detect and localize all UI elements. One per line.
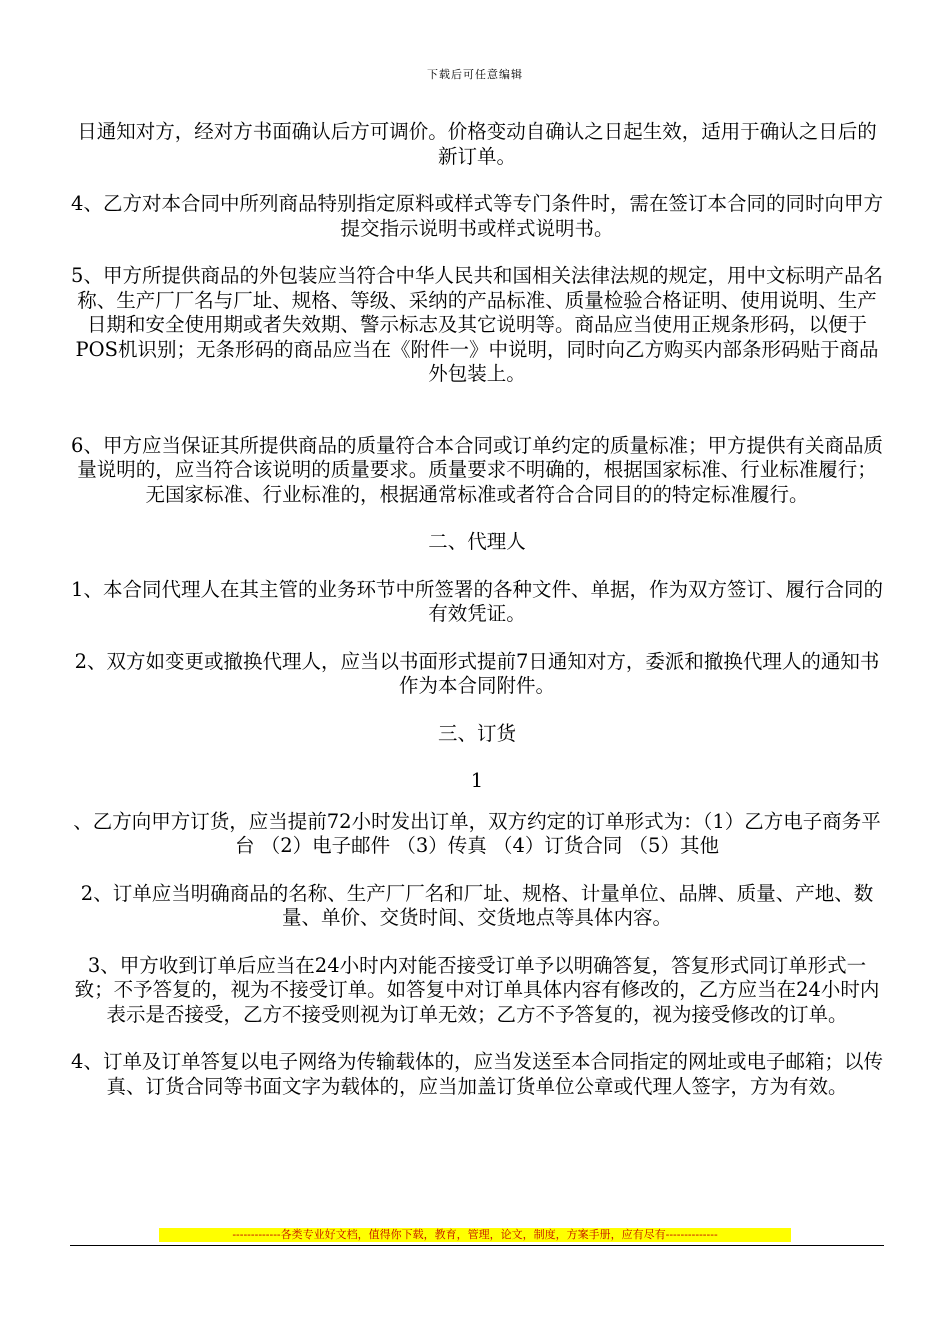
paragraph-agent-2: 2、双方如变更或撤换代理人，应当以书面形式提前7日通知对方，委派和撤换代理人的通知书作为本合同附件。: [74, 649, 880, 697]
paragraph-clause-5: 5、甲方所提供商品的外包装应当符合中华人民共和国相关法律法规的规定，用中文标明产品名称、生产厂厂名与厂址、规格、等级、采纳的产品标准、质量检验合格证明、使用说明、生产日期和安全使用期或者失效期、警示标志及其它说明等。商品应当使用正规条形码，以便于POS机识别；无条形码的商品应当在《附件一》中说明，同时向乙方购买内部条形码贴于商品外包装上。: [71, 264, 883, 385]
paragraph-price-adjustment: 日通知对方，经对方书面确认后方可调价。价格变动自确认之日起生效，适用于确认之日后的新订单。: [77, 120, 877, 168]
document-body: [70, 120, 884, 1122]
paragraph-agent-1: 1、本合同代理人在其主管的业务环节中所签署的各种文件、单据，作为双方签订、履行合同的有效凭证。: [71, 577, 883, 625]
footer-banner: -------------各类专业好文档，值得你下载，教育，管理，论文，制度，方案手册，应有尽有--------------: [159, 1228, 791, 1242]
section-title-agent: 二、代理人: [428, 530, 526, 553]
page-number: 1: [470, 769, 484, 792]
page-header: 下载后可任意编辑: [427, 68, 523, 81]
paragraph-ordering-4: 4、订单及订单答复以电子网络为传输载体的，应当发送至本合同指定的网址或电子邮箱；以传真、订货合同等书面文字为载体的，应当加盖订货单位公章或代理人签字，方为有效。: [71, 1050, 883, 1098]
paragraph-ordering-2: 2、订单应当明确商品的名称、生产厂厂名和厂址、规格、计量单位、品牌、质量、产地、数量、单价、交货时间、交货地点等具体内容。: [80, 881, 874, 929]
footer-divider: [70, 1245, 884, 1246]
paragraph-ordering-1: 、乙方向甲方订货，应当提前72小时发出订单，双方约定的订单形式为：（1）乙方电子商务平台 （2）电子邮件 （3）传真 （4）订货合同 （5）其他: [73, 809, 881, 857]
paragraph-clause-6: 6、甲方应当保证其所提供商品的质量符合本合同或订单约定的质量标准；甲方提供有关商品质量说明的，应当符合该说明的质量要求。质量要求不明确的，根据国家标准、行业标准履行；无国家标准、行业标准的，根据通常标准或者符合合同目的的特定标准履行。: [71, 433, 883, 506]
section-title-ordering: 三、订货: [437, 721, 516, 745]
paragraph-clause-4: 4、乙方对本合同中所列商品特别指定原料或样式等专门条件时，需在签订本合同的同时向甲方提交指示说明书或样式说明书。: [71, 192, 883, 240]
paragraph-ordering-3: 3、甲方收到订单后应当在24小时内对能否接受订单予以明确答复，答复形式同订单形式一致；不予答复的，视为不接受订单。如答复中对订单具体内容有修改的，乙方应当在24小时内表示是否接受，乙方不接受则视为订单无效；乙方不予答复的，视为接受修改的订单。: [74, 953, 880, 1026]
